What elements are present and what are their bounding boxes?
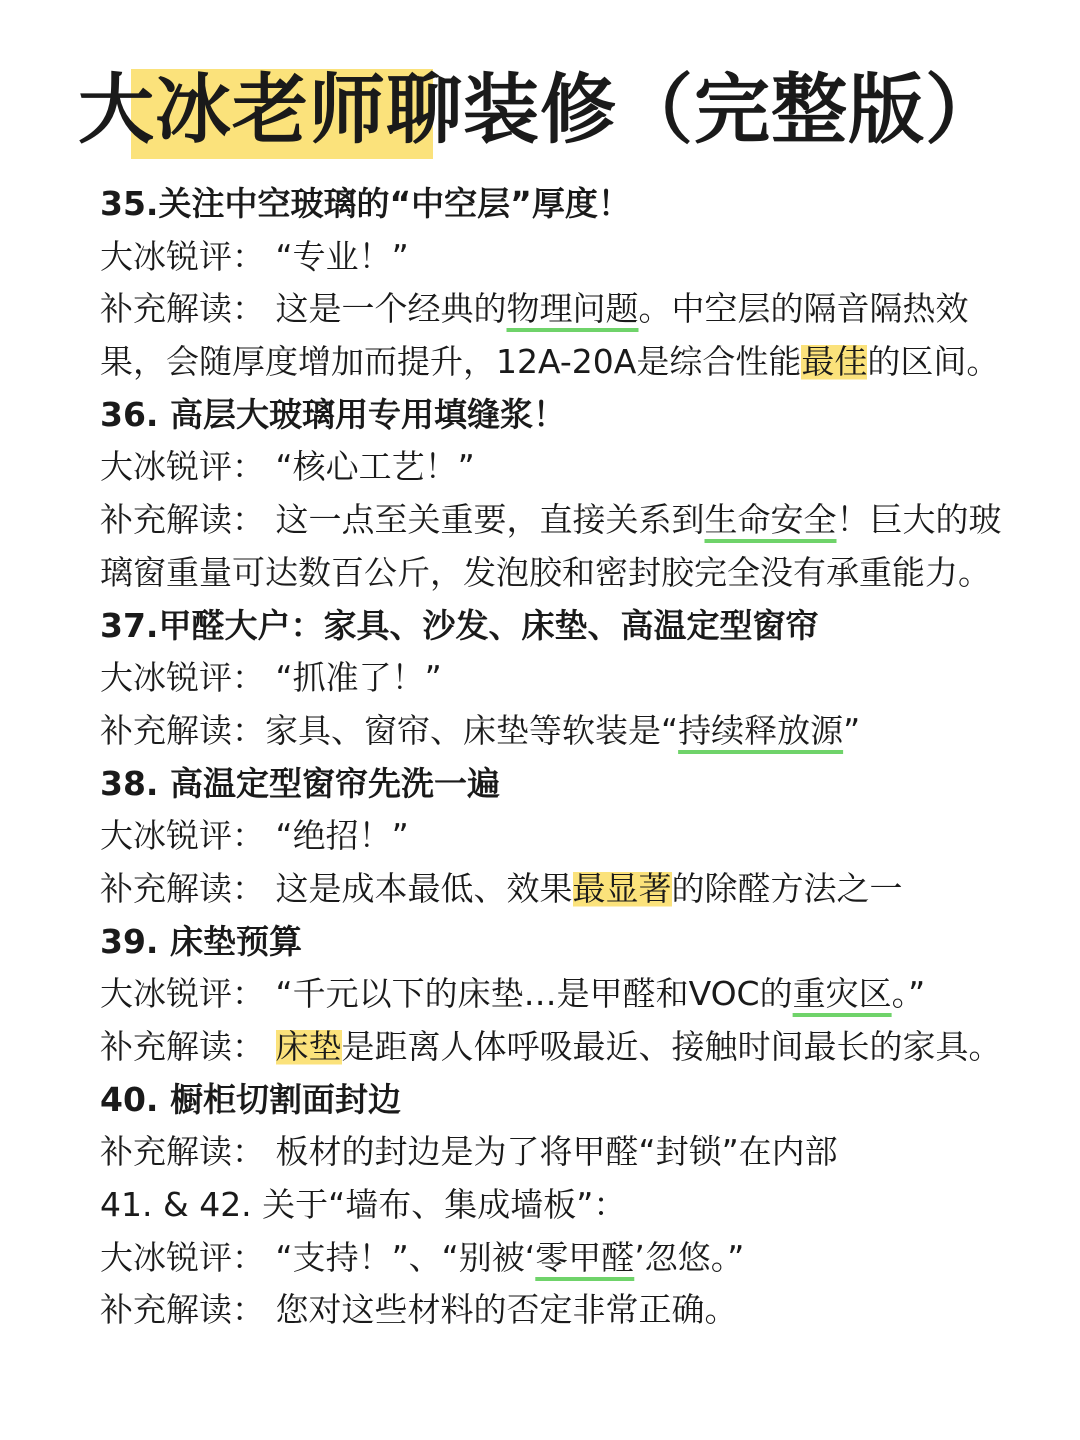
text-segment: 35.关注中空玻璃的“中空层”厚度！ [100, 184, 631, 223]
text-line [100, 283, 1030, 336]
text-line [100, 652, 1030, 705]
underlined-text: 物理问题 [506, 289, 639, 329]
text-line [100, 494, 1030, 547]
highlighted-text: 最显著 [572, 868, 672, 908]
page-title: 大冰老师聊装修（完整版） [78, 65, 1002, 154]
text-segment: 37.甲醛大户：家具、沙发、床垫、高温定型窗帘 [100, 605, 819, 645]
text-line [100, 336, 1030, 389]
section-heading [100, 600, 1030, 653]
title-container [0, 62, 1080, 158]
text-segment: 大冰锐评： “抓准了！” [100, 658, 442, 698]
text-segment: 。中空层的隔音隔热效 [638, 289, 969, 329]
article-body [100, 178, 1030, 1337]
text-line [100, 1179, 1030, 1232]
text-line [100, 1021, 1030, 1074]
text-segment: ’忽悠。” [634, 1237, 745, 1277]
text-segment: 补充解读： 这是一个经典的 [100, 289, 507, 329]
underlined-text: 持续释放源 [678, 710, 844, 750]
text-segment: 大冰锐评： “千元以下的床垫…是甲醛和VOC的 [100, 974, 793, 1014]
section-heading [100, 178, 1030, 231]
text-segment: ” [843, 710, 861, 750]
section-heading [100, 389, 1030, 442]
text-line [100, 1232, 1030, 1285]
section-heading [100, 1074, 1030, 1127]
underlined-text: 重灾区 [792, 974, 892, 1014]
text-line [100, 810, 1030, 863]
text-segment: 璃窗重量可达数百公斤，发泡胶和密封胶完全没有承重能力。 [100, 552, 991, 592]
text-segment: 的区间。 [867, 342, 1000, 382]
text-segment: 41. & 42. 关于“墙布、集成墙板”： [100, 1185, 627, 1225]
text-segment: 果，会随厚度增加而提升，12A-20A是综合性能 [100, 342, 802, 382]
text-segment: 补充解读： 这一点至关重要，直接关系到 [100, 500, 705, 540]
text-segment: 大冰锐评： “核心工艺！” [100, 447, 475, 487]
text-segment: 补充解读：家具、窗帘、床垫等软装是“ [100, 710, 679, 750]
text-segment: 36. 高层大玻璃用专用填缝浆！ [100, 394, 566, 434]
text-segment: 补充解读： [100, 1027, 276, 1066]
text-line [100, 441, 1030, 494]
text-segment: 39. 床垫预算 [100, 921, 302, 961]
text-line [100, 705, 1030, 758]
text-segment: 大冰锐评： “支持！”、“别被‘ [100, 1237, 536, 1277]
text-segment: 40. 橱柜切割面封边 [100, 1079, 401, 1119]
text-line [100, 1284, 1030, 1337]
section-heading [100, 758, 1030, 811]
text-segment: 38. 高温定型窗帘先洗一遍 [100, 763, 500, 803]
text-segment: 大冰锐评： “绝招！” [100, 816, 409, 856]
text-segment: 补充解读： 板材的封边是为了将甲醛“封锁”在内部 [100, 1132, 838, 1172]
text-line [100, 968, 1030, 1021]
highlighted-text: 最佳 [801, 342, 868, 382]
text-segment: 。” [891, 974, 926, 1014]
section-heading [100, 916, 1030, 969]
text-segment: 补充解读： 您对这些材料的否定非常正确。 [100, 1290, 738, 1330]
text-line [100, 863, 1030, 916]
text-line [100, 231, 1030, 284]
text-line [100, 547, 1030, 600]
underlined-text: 零甲醛 [535, 1237, 635, 1277]
text-segment: 的除醛方法之一 [671, 868, 903, 908]
underlined-text: 生命安全 [704, 500, 837, 540]
text-segment: 补充解读： 这是成本最低、效果 [100, 868, 573, 908]
text-segment: 大冰锐评： “专业！” [100, 236, 409, 276]
text-segment: 是距离人体呼吸最近、接触时间最长的家具。 [341, 1027, 1002, 1066]
highlighted-text: 床垫 [275, 1027, 342, 1066]
text-line [100, 1126, 1030, 1179]
text-segment: ！巨大的玻 [836, 500, 1002, 540]
